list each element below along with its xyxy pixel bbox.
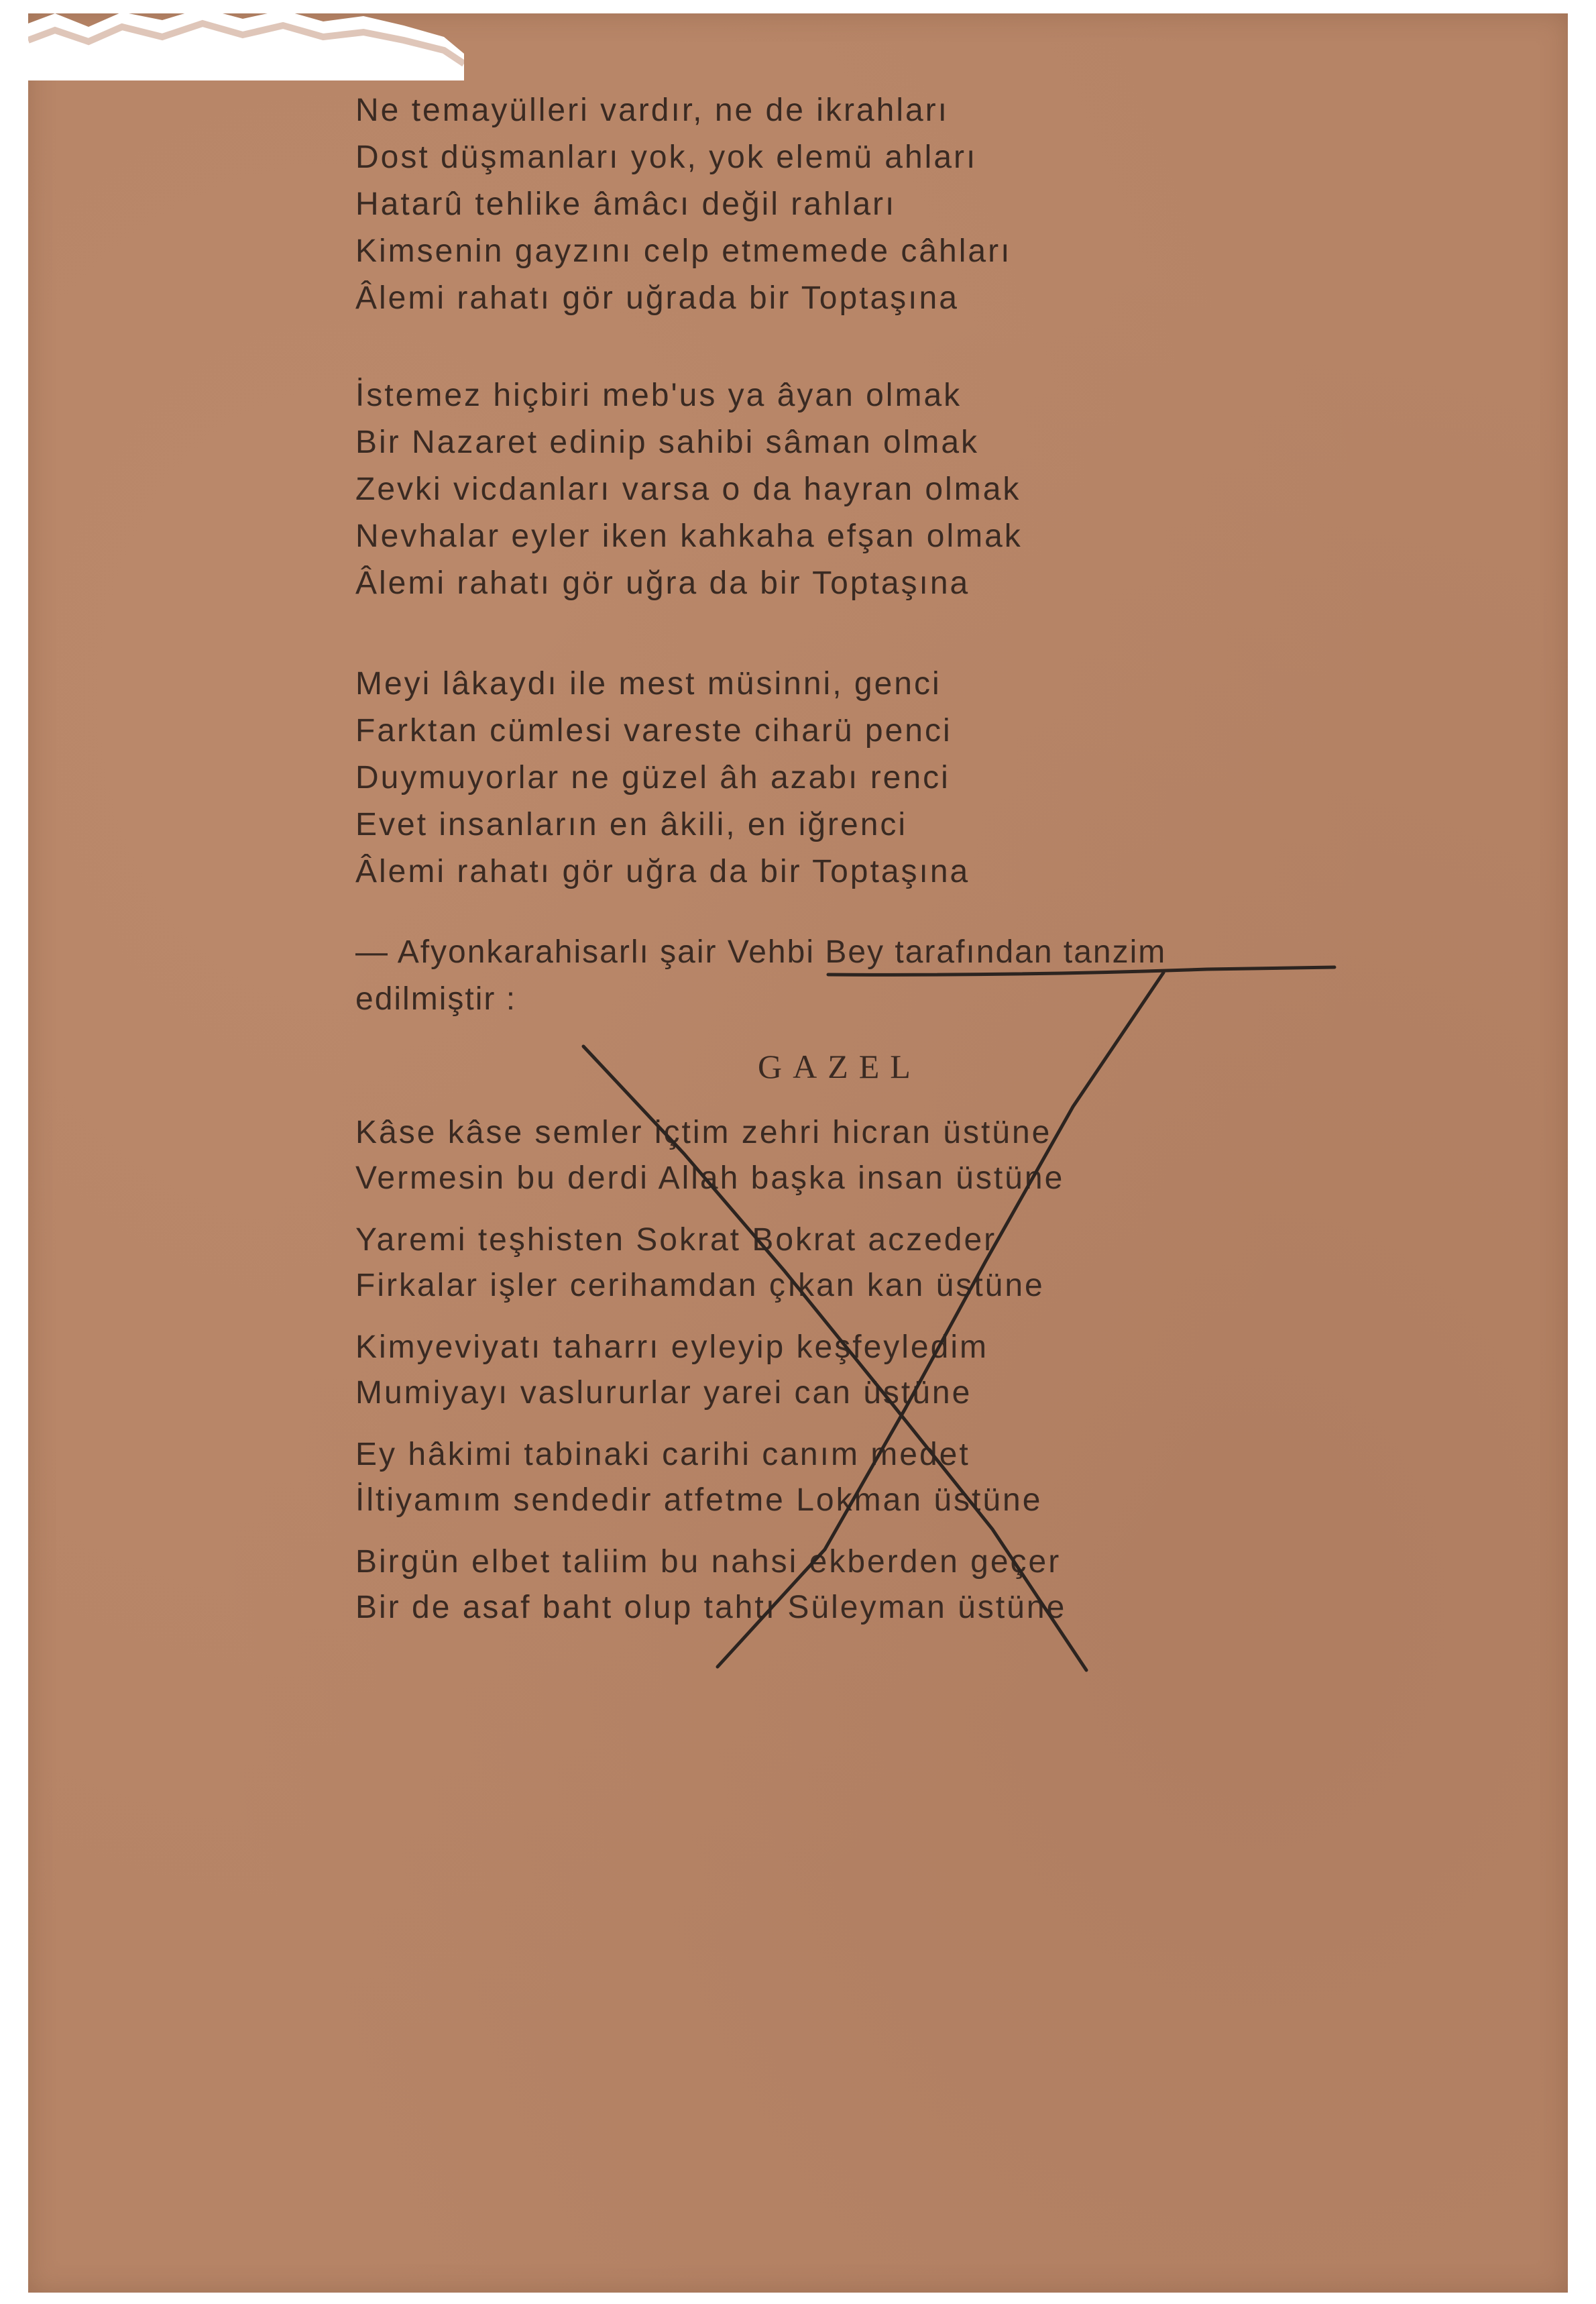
verse-line: Yaremi teşhisten Sokrat Bokrat aczeder <box>355 1222 997 1258</box>
verse-line: Firkalar işler cerihamdan çıkan kan üstüne <box>355 1268 1045 1303</box>
gazel-couplet-2 <box>355 1217 1045 1309</box>
verse-line: Dost düşmanları yok, yok elemü ahları <box>355 140 978 175</box>
verse-line: Meyi lâkaydı ile mest müsinni, genci <box>355 666 942 702</box>
attribution-line: — Afyonkarahisarlı şair Vehbi Bey tarafından tanzim <box>355 934 1167 970</box>
verse-line: Kimyeviyatı taharrı eyleyip keşfeyledim <box>355 1329 988 1365</box>
attribution <box>355 929 1166 1023</box>
gazel-couplet-4 <box>355 1432 1042 1523</box>
gazel-couplet-3 <box>355 1325 988 1416</box>
verse-line: Ne temayülleri vardır, ne de ikrahları <box>355 93 949 128</box>
verse-line: Kâse kâse semler içtim zehri hicran üstüne <box>355 1115 1052 1150</box>
gazel-couplet-5 <box>355 1539 1066 1631</box>
stanza-3 <box>355 661 970 895</box>
torn-paper-edge <box>28 0 464 80</box>
verse-line: Bir Nazaret edinip sahibi sâman olmak <box>355 425 980 460</box>
verse-line: Farktan cümlesi vareste ciharü penci <box>355 713 952 749</box>
verse-line: Âlemi rahatı gör uğra da bir Toptaşına <box>355 565 970 601</box>
verse-line: Âlemi rahatı gör uğrada bir Toptaşına <box>355 280 959 316</box>
verse-line: Ey hâkimi tabinaki carihi canım medet <box>355 1437 970 1472</box>
verse-line: Hatarû tehlike âmâcı değil rahları <box>355 186 897 222</box>
verse-line: Vermesin bu derdi Allah başka insan üstüne <box>355 1160 1065 1196</box>
verse-line: İltiyamım sendedir atfetme Lokman üstüne <box>355 1482 1043 1518</box>
verse-line: Nevhalar eyler iken kahkaha efşan olmak <box>355 518 1023 554</box>
stanza-1 <box>355 87 1011 322</box>
verse-line: Evet insanların en âkili, en iğrenci <box>355 807 908 842</box>
verse-line: Birgün elbet taliim bu nahsi ekberden geçer <box>355 1544 1062 1580</box>
gazel-couplet-1 <box>355 1110 1064 1201</box>
verse-line: Mumiyayı vaslururlar yarei can üstüne <box>355 1375 972 1411</box>
verse-line: Âlemi rahatı gör uğra da bir Toptaşına <box>355 854 970 889</box>
verse-line: Zevki vicdanları varsa o da hayran olmak <box>355 472 1021 507</box>
verse-line: Bir de asaf baht olup tahtı Süleyman üstüne <box>355 1590 1067 1625</box>
stanza-2 <box>355 372 1023 607</box>
verse-line: Duymuyorlar ne güzel âh azabı renci <box>355 760 950 796</box>
gazel-title: GAZEL <box>758 1048 921 1085</box>
verse-line: İstemez hiçbiri meb'us ya âyan olmak <box>355 378 962 413</box>
attribution-line: edilmiştir : <box>355 981 517 1017</box>
verse-line: Kimsenin gayzını celp etmemede câhları <box>355 233 1012 269</box>
